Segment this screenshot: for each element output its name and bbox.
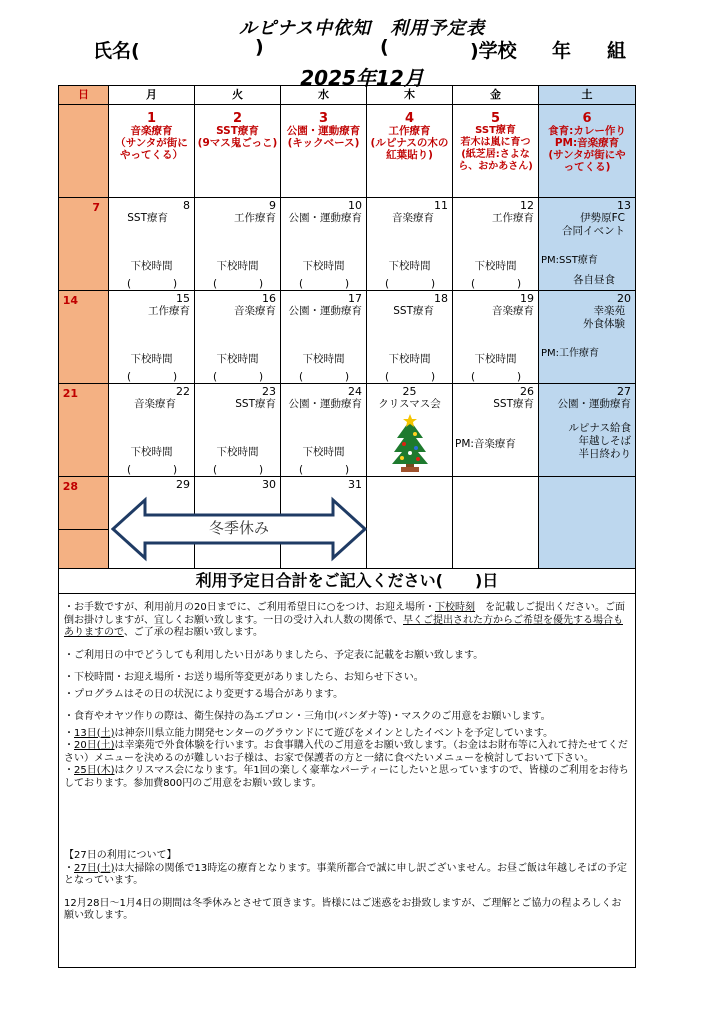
christmas-tree-icon [390,414,430,472]
winter-holiday-label: 冬季休み [208,519,269,537]
day-6[interactable]: 6 食育:カレー作り PM:音楽療育 (サンタが街にや ってくる) [539,105,636,198]
day-18[interactable]: 18 SST療育 下校時間 ( ) [367,291,453,384]
note-20: ・20日(土)は幸楽苑で外食体験を行います。お食事購入代のご用意をお願い致します。（お金はお財布等に入れて持たせてください）メニューを決めるのが難しいお子様は、お家で保護者の方と一緒に食べたいメニューを検討しておいて下さい。 [64,740,628,764]
day-21[interactable]: 21 [59,384,109,477]
notes-box [58,594,636,968]
weekday-sat: 土 [539,86,636,105]
day-20[interactable]: 20 幸楽苑 外食体験 PM:工作療育 [539,291,636,384]
day-28[interactable]: 28 [59,477,109,569]
school-label: )学校 [470,40,517,62]
weekday-tue: 火 [195,86,281,105]
note-27-heading: 【27日の利用について】 [64,850,177,861]
day-25[interactable]: 25 クリスマス会 [367,384,453,477]
day-29[interactable]: 29 [109,477,195,569]
name-label: 氏名( [93,40,140,62]
day-22[interactable]: 22 音楽療育 下校時間 ( ) [109,384,195,477]
day-12[interactable]: 12 工作療育 下校時間 ( ) [453,198,539,291]
school-open: ( [380,36,389,58]
weekday-wed: 水 [281,86,367,105]
day-19[interactable]: 19 音楽療育 下校時間 ( ) [453,291,539,384]
grade-label: 年 [552,40,572,62]
name-close: ) [255,36,264,58]
day-16[interactable]: 16 音楽療育 下校時間 ( ) [195,291,281,384]
day-empty [453,477,539,569]
day-11[interactable]: 11 音楽療育 下校時間 ( ) [367,198,453,291]
day-8[interactable]: 8 SST療育 下校時間 ( ) [109,198,195,291]
day-4[interactable]: 4 工作療育 (ルピナスの木の 紅葉貼り) [367,105,453,198]
note-13: ・13日(土)は神奈川県立能力開発センターのグラウンドにて遊びをメインとしたイベントを予定しています。 [64,727,554,739]
day-30[interactable]: 30 [195,477,281,569]
note-submit: ・お手数ですが、利用前月の20日までに、ご利用希望日に○をつけ、お迎え場所・下校時刻 を記載しご提出ください。ご面倒お掛けしますが、宜しくお願い致します。一日の受け入れ人数の関係で、早くご提出された方からご希望を優先する場合もありますので、ご了承の程お願い致します。 [64,602,626,638]
note-25: ・25日(木)はクリスマス会になります。年1回の楽しく豪華なパーティーにしたいと思っていますので、皆様のご利用をお待ちしております。参加費800円のご用意をお願い致します。 [64,765,629,789]
day-9[interactable]: 9 工作療育 下校時間 ( ) [195,198,281,291]
day-empty [539,477,636,569]
note-winter: 12月28日～1月4日の期間は冬季休みとさせて頂きます。皆様にはご迷惑をお掛致しますが、ご理解とご協力の程よろしくお願い致します。 [64,897,622,921]
note-27: ・27日(土)は大掃除の関係で13時迄の療育となります。事業所都合で誠に申し訳ございません。お昼ご飯は年越しそばの予定となっています。 [64,862,628,886]
day-14[interactable]: 14 [59,291,109,384]
day-5[interactable]: 5 SST療育 若木は嵐に育つ (紙芝居:さよな ら、おかあさん) [453,105,539,198]
day-1[interactable]: 1 音楽療育 （サンタが街に やってくる） [109,105,195,198]
day-23[interactable]: 23 SST療育 下校時間 ( ) [195,384,281,477]
page-title: ルピナス中依知 利用予定表 [238,18,486,39]
weekday-thu: 木 [367,86,453,105]
note-program: ・プログラムはその日の状況により変更する場合があります。 [64,688,344,700]
day-3[interactable]: 3 公園・運動療育 (キックベース) [281,105,367,198]
note-request: ・ご利用日の中でどうしても利用したい日がありましたら、予定表に記載をお願い致します。 [64,649,484,661]
month-title: 2025年12月 [300,66,424,90]
class-label: 組 [607,40,627,62]
day-empty [59,105,109,198]
weekday-sun: 日 [59,86,109,105]
day-2[interactable]: 2 SST療育 (9マス鬼ごっこ) [195,105,281,198]
day-15[interactable]: 15 工作療育 下校時間 ( ) [109,291,195,384]
note-apron: ・食育やオヤツ作りの際は、衛生保持の為エプロン・三角巾(バンダナ等)・マスクのご用意をお願いします。 [64,711,551,722]
day-26[interactable]: 26 SST療育 PM:音楽療育 [453,384,539,477]
day-31[interactable]: 31 [281,477,367,569]
weekday-fri: 金 [453,86,539,105]
weekday-mon: 月 [109,86,195,105]
calendar-grid [58,85,636,568]
day-7[interactable]: 7 [59,198,109,291]
note-change: ・下校時間・お迎え場所・お送り場所等変更がありましたら、お知らせ下さい。 [64,672,424,683]
total-days-row[interactable]: 利用予定日合計をご記入ください( )日 [58,568,636,594]
day-empty [367,477,453,569]
day-10[interactable]: 10 公園・運動療育 下校時間 ( ) [281,198,367,291]
day-27[interactable]: 27 公園・運動療育 ルピナス給食 年越しそば 半日終わり [539,384,636,477]
day-13[interactable]: 13 伊勢原FC 合同イベント PM:SST療育 各自昼食 [539,198,636,291]
day-17[interactable]: 17 公園・運動療育 下校時間 ( ) [281,291,367,384]
day-24[interactable]: 24 公園・運動療育 下校時間 ( ) [281,384,367,477]
